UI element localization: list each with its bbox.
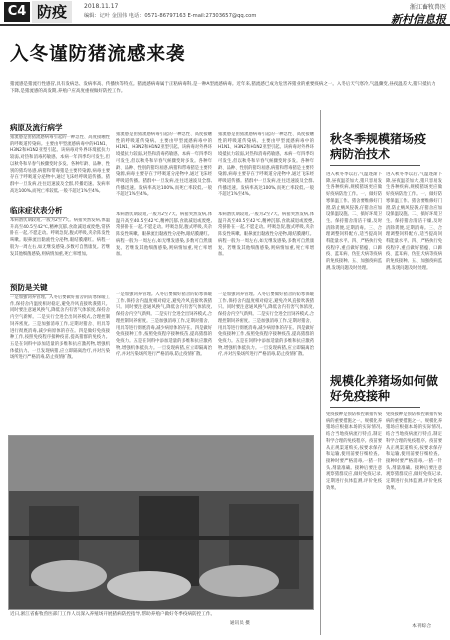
- title-rule: [330, 165, 420, 166]
- article-photo: [8, 435, 314, 610]
- side-article-title-2: [330, 374, 440, 408]
- section-text-symptoms-cont: 本病潜伏期较短,一般为2至7天。病猪突然发病,体温升高至40.5至42℃,精神沉郁,食欲减退或废绝,常挤卧在一起,不愿走动。呼吸急促,腹式呼吸,夹杂阵发性咳嗽。眼鼻流出黏液性分泌物,眼结膜潮红。病程一般为一周左右,如无继发感染,多数可自然康复。若继发其他细菌感染,则病情加重,死亡率增加。: [116, 212, 212, 258]
- article-lead: 猪流感是猪流行性感冒,具有发病急、发病率高、传播快等特点。猪流感病毒属于正粘病毒科,是一种A型流感病毒。近年来,猪流感已成为危害养猪业的重要疫病之一。入冬后天气寒冷,气温骤变,昼夜温差大,猪只抵抗力下降,是猪流感的高发期,养殖户应高度重视做好防控工作。: [10, 82, 436, 94]
- side-article-text-2b: 免疫接种是预防和控制猪传染病的重要措施之一。规模化养猪场应根据本场的实际情况,结合当地疫病流行特点,制定科学合理的免疫程序。疫苗要从正规渠道购买,按要求保存和运输,使用前要仔细检查。接种时要严格消毒,一猪一针头,剂量准确。接种后要注意观察猪群反应,做好免疫记录,定期进行抗体监测,评价免疫效果。: [386, 412, 442, 491]
- page-code: C4: [4, 2, 30, 22]
- side-article-title-1-text: 秋冬季规模猪场疫病防治技术: [330, 132, 427, 161]
- pig-farm-photo: [9, 436, 314, 610]
- section-text-prevention-cont: 一是加强饲养管理。入冬后要做好猪舍的防寒保暖工作,保持舍内温度相对稳定,避免冷风直接吹袭猪只。同时要注意通风换气,降低舍内有害气体浓度,保持舍内空气新鲜。二是实行全进全出饲养模式,合理控制饲养密度。三是加强消毒工作,定期对猪舍、用具等进行彻底消毒,减少病原体的存在。四是做好免疫接种工作,按照免疫程序接种疫苗,提高猪群的免疫力。五是在饲料中添加适量的多维和抗应激药物,增强机体抵抗力。一旦发现病猪,应立即隔离治疗,并对污染场所进行严格消毒,防止疫情扩散。: [116, 292, 212, 358]
- side-article-text-1b: 进入秋冬季以后,气温逐渐下降,昼夜温差加大,猪只容易发生各种疾病,规模猪场更应做好疫病防治工作。一、做好防寒保温工作。猪舍要维修好门窗,防止贼风侵袭,仔猪舍应加设保温设施。二、搞好环境卫生。保持猪舍清洁干燥,及时清除粪便,定期消毒。三、合理调整饲料配方,适当提高饲料能量水平。四、严格执行免疫程序,重点做好猪瘟、口蹄疫、蓝耳病、伪狂犬病等疫病的免疫接种。五、加强疫病监测,发现问题及时处理。: [386, 172, 442, 271]
- side-article-text-1a: 进入秋冬季以后,气温逐渐下降,昼夜温差加大,猪只容易发生各种疾病,规模猪场更应做好疫病防治工作。一、做好防寒保温工作。猪舍要维修好门窗,防止贼风侵袭,仔猪舍应加设保温设施。二、搞好环境卫生。保持猪舍清洁干燥,及时清除粪便,定期消毒。三、合理调整饲料配方,适当提高饲料能量水平。四、严格执行免疫程序,重点做好猪瘟、口蹄疫、蓝耳病、伪狂犬病等疫病的免疫接种。五、加强疫病监测,发现问题及时处理。: [326, 172, 382, 271]
- section-heading-symptoms: 临床症状表分析: [10, 206, 63, 215]
- side-article-text-2a: 免疫接种是预防和控制猪传染病的重要措施之一。规模化养猪场应根据本场的实际情况,结合当地疫病流行特点,制定科学合理的免疫程序。疫苗要从正规渠道购买,按要求保存和运输,使用前要仔细检查。接种时要严格消毒,一猪一针头,剂量准确。接种后要注意观察猪群反应,做好免疫记录,定期进行抗体监测,评价免疫效果。: [326, 412, 382, 491]
- editor-contacts: 编辑：记叶 金国伟 电话：0571-86797163 E-mail:27303657@qq.com: [84, 13, 257, 19]
- photo-credit: 通讯员 摄: [230, 621, 250, 626]
- title-rule: [330, 407, 420, 408]
- newspaper-brand: [391, 2, 446, 27]
- section-heading-prevention: 预防是关键: [10, 283, 48, 292]
- section-text-pathogen-cont: 猪流感是由猪流感病毒引起的一种急性、高度接触性的呼吸道传染病。主要由甲型流感病毒中的H1N1、H3N2和H1N2亚型引起。该病毒对外界环境抵抗力较弱,对热和消毒药敏感。本病一年四季均可发生,但以秋冬和早春气候骤变时多发。各种年龄、品种、性别的猪均易感,病猪和带毒猪是主要传染源,病毒主要存在于呼吸道分泌物中,通过飞沫经呼吸道传播。猪群中一旦发病,往往迅速波及全群,传播迅速。发病率高达100%,而死亡率较低,一般不超过1%至4%。: [116, 132, 212, 198]
- section-name: 防疫: [32, 1, 72, 23]
- section-text-pathogen-cont2: 猪流感是由猪流感病毒引起的一种急性、高度接触性的呼吸道传染病。主要由甲型流感病毒中的H1N1、H3N2和H1N2亚型引起。该病毒对外界环境抵抗力较弱,对热和消毒药敏感。本病一年四季均可发生,但以秋冬和早春气候骤变时多发。各种年龄、品种、性别的猪均易感,病猪和带毒猪是主要传染源,病毒主要存在于呼吸道分泌物中,通过飞沫经呼吸道传播。猪群中一旦发病,往往迅速波及全群,传播迅速。发病率高达100%,而死亡率较低,一般不超过1%至4%。: [218, 132, 314, 198]
- side-article-title-2-text: 规模化养猪场如何做好免疫接种: [330, 374, 439, 403]
- brand-logo: 新村信息报: [391, 13, 446, 26]
- brand-subtitle: 浙江畜牧兽医: [409, 4, 446, 11]
- section-text-prevention-cont2: 一是加强饲养管理。入冬后要做好猪舍的防寒保暖工作,保持舍内温度相对稳定,避免冷风直接吹袭猪只。同时要注意通风换气,降低舍内有害气体浓度,保持舍内空气新鲜。二是实行全进全出饲养模式,合理控制饲养密度。三是加强消毒工作,定期对猪舍、用具等进行彻底消毒,减少病原体的存在。四是做好免疫接种工作,按照免疫程序接种疫苗,提高猪群的免疫力。五是在饲料中添加适量的多维和抗应激药物,增强机体抵抗力。一旦发现病猪,应立即隔离治疗,并对污染场所进行严格消毒,防止疫情扩散。: [218, 292, 314, 358]
- section-heading-pathogen: 病原及流行病学: [10, 123, 63, 132]
- section-text-symptoms: 本病潜伏期较短,一般为2至7天。病猪突然发病,体温升高至40.5至42℃,精神沉郁,食欲减退或废绝,常挤卧在一起,不愿走动。呼吸急促,腹式呼吸,夹杂阵发性咳嗽。眼鼻流出黏液性分泌物,眼结膜潮红。病程一般为一周左右,如无继发感染,多数可自然康复。若继发其他细菌感染,则病情加重,死亡率增加。: [10, 218, 110, 257]
- side-article-credit: 本刊综合: [412, 624, 432, 629]
- page-masthead: [0, 0, 450, 26]
- section-text-prevention: 一是加强饲养管理。入冬后要做好猪舍的防寒保暖工作,保持舍内温度相对稳定,避免冷风直接吹袭猪只。同时要注意通风换气,降低舍内有害气体浓度,保持舍内空气新鲜。二是实行全进全出饲养模式,合理控制饲养密度。三是加强消毒工作,定期对猪舍、用具等进行彻底消毒,减少病原体的存在。四是做好免疫接种工作,按照免疫程序接种疫苗,提高猪群的免疫力。五是在饲料中添加适量的多维和抗应激药物,增强机体抵抗力。一旦发现病猪,应立即隔离治疗,并对污染场所进行严格消毒,防止疫情扩散。: [10, 295, 110, 361]
- side-article-title-1: [330, 132, 435, 166]
- issue-date: 2018.11.17: [84, 3, 119, 10]
- article-headline: 入冬谨防猪流感来袭: [10, 44, 186, 65]
- section-text-pathogen: 猪流感是由猪流感病毒引起的一种急性、高度接触性的呼吸道传染病。主要由甲型流感病毒中的H1N1、H3N2和H1N2亚型引起。该病毒对外界环境抵抗力较弱,对热和消毒药敏感。本病一年四季均可发生,但以秋冬和早春气候骤变时多发。各种年龄、品种、性别的猪均易感,病猪和带毒猪是主要传染源,病毒主要存在于呼吸道分泌物中,通过飞沫经呼吸道传播。猪群中一旦发病,往往迅速波及全群,传播迅速。发病率高达100%,而死亡率较低,一般不超过1%至4%。: [10, 135, 110, 193]
- photo-caption: 近日,浙江省畜牧兽医部门工作人员深入养殖场开展猪病防控指导,帮助养殖户做好冬季疫病防控工作。: [10, 612, 216, 617]
- section-text-symptoms-cont2: 本病潜伏期较短,一般为2至7天。病猪突然发病,体温升高至40.5至42℃,精神沉郁,食欲减退或废绝,常挤卧在一起,不愿走动。呼吸急促,腹式呼吸,夹杂阵发性咳嗽。眼鼻流出黏液性分泌物,眼结膜潮红。病程一般为一周左右,如无继发感染,多数可自然康复。若继发其他细菌感染,则病情加重,死亡率增加。: [218, 212, 314, 258]
